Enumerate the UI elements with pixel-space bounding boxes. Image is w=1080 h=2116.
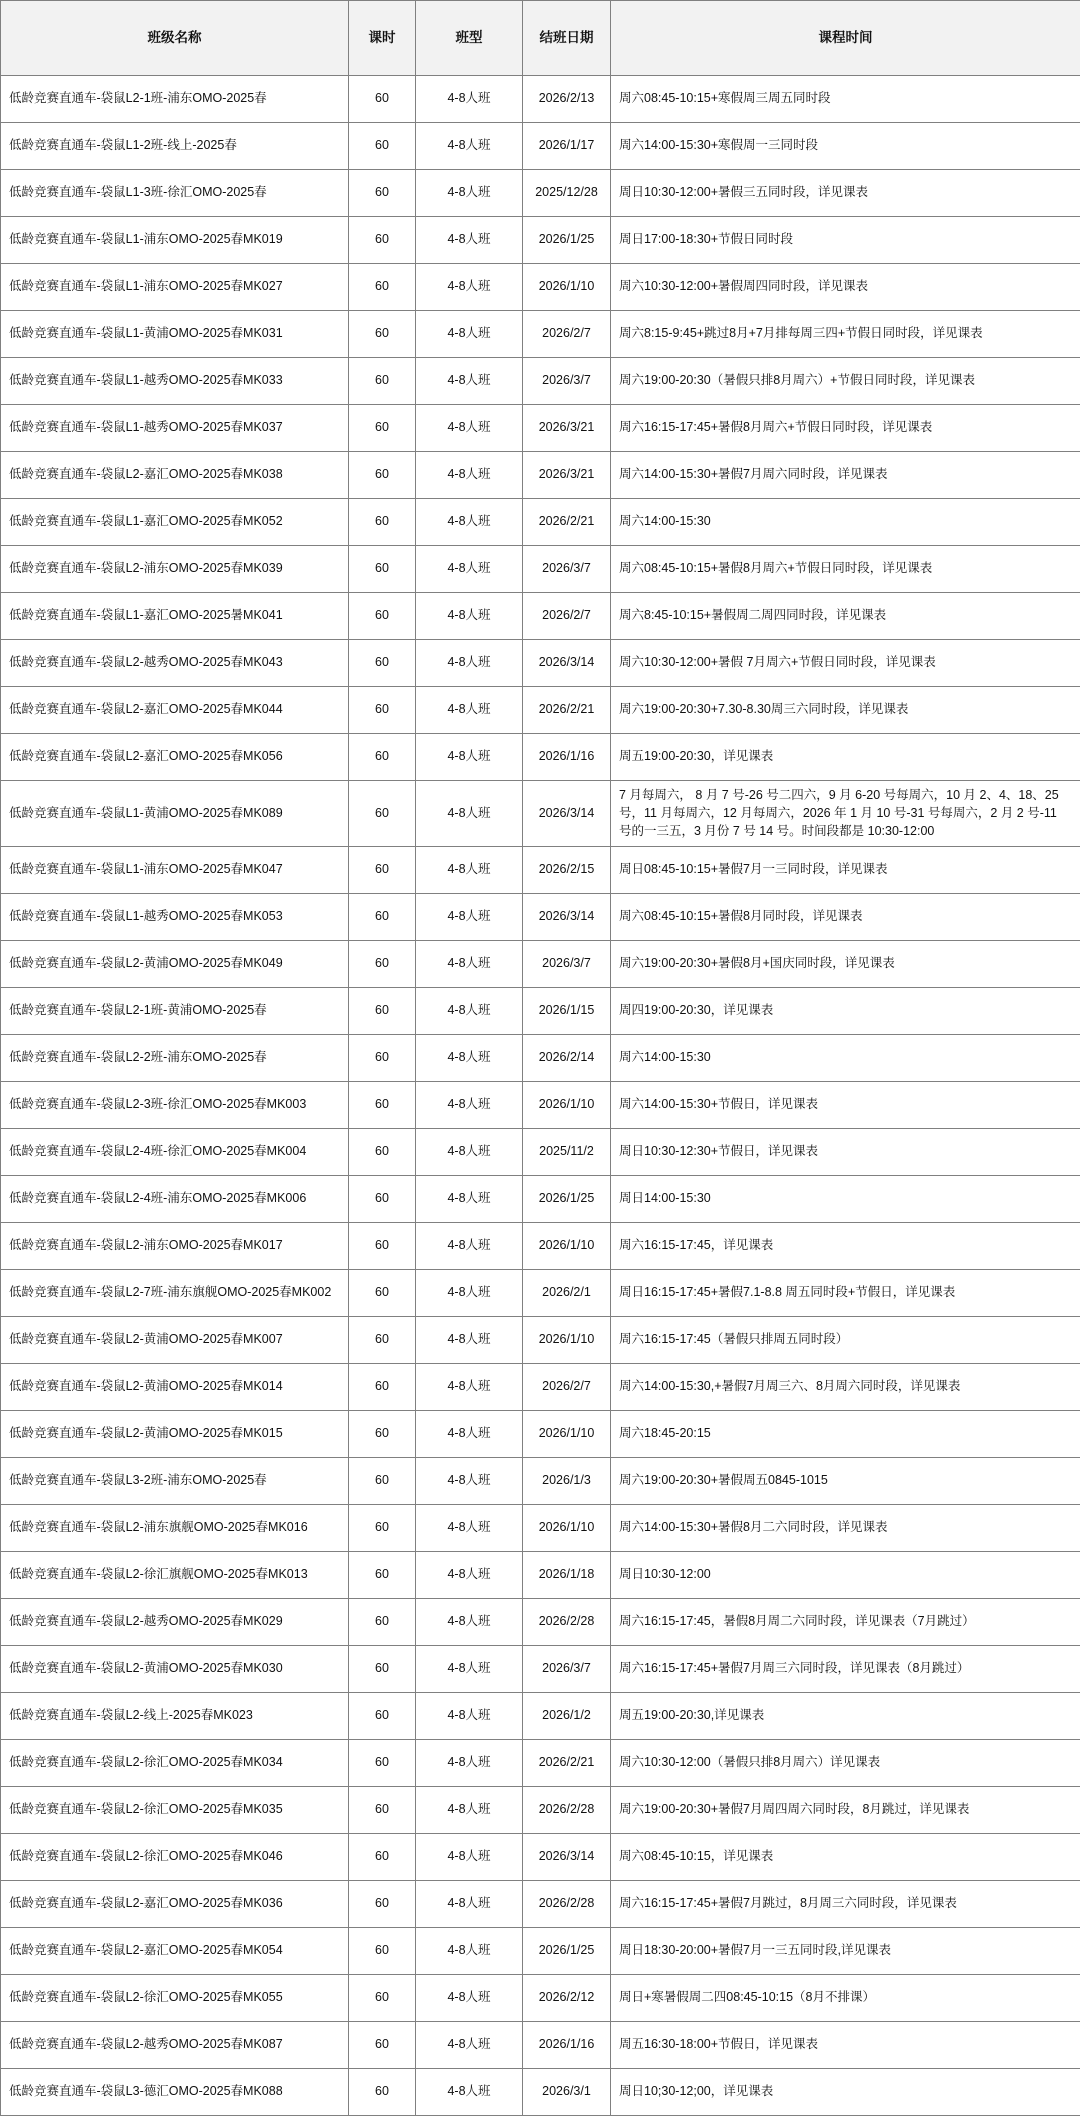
cell-hours: 60	[349, 1975, 416, 2022]
cell-end-date: 2026/1/18	[523, 1552, 611, 1599]
cell-class-name: 低龄竞赛直通车-袋鼠L1-2班-线上-2025春	[1, 123, 349, 170]
cell-end-date: 2026/2/7	[523, 311, 611, 358]
cell-class-type: 4-8人班	[416, 217, 523, 264]
cell-hours: 60	[349, 1646, 416, 1693]
table-row[interactable]	[1, 1176, 1080, 1223]
cell-class-type: 4-8人班	[416, 2069, 523, 2116]
cell-end-date: 2026/1/16	[523, 2022, 611, 2069]
cell-course-time: 周六14:00-15:30+暑假8月二六同时段，详见课表	[611, 1505, 1080, 1552]
cell-class-type: 4-8人班	[416, 358, 523, 405]
table-row[interactable]	[1, 1270, 1080, 1317]
cell-hours: 60	[349, 1787, 416, 1834]
table-row[interactable]	[1, 311, 1080, 358]
cell-end-date: 2026/2/1	[523, 1270, 611, 1317]
cell-course-time: 周日16:15-17:45+暑假7.1-8.8 周五同时段+节假日，详见课表	[611, 1270, 1080, 1317]
cell-class-type: 4-8人班	[416, 76, 523, 123]
cell-end-date: 2026/1/2	[523, 1693, 611, 1740]
cell-class-type: 4-8人班	[416, 1599, 523, 1646]
table-row[interactable]	[1, 546, 1080, 593]
table-row[interactable]	[1, 1458, 1080, 1505]
cell-course-time: 周六18:45-20:15	[611, 1411, 1080, 1458]
cell-class-name: 低龄竞赛直通车-袋鼠L2-黄浦OMO-2025春MK049	[1, 941, 349, 988]
cell-course-time: 周六19:00-20:30+暑假周五0845-1015	[611, 1458, 1080, 1505]
cell-end-date: 2026/3/1	[523, 2069, 611, 2116]
cell-class-name: 低龄竞赛直通车-袋鼠L1-黄浦OMO-2025春MK031	[1, 311, 349, 358]
table-row[interactable]	[1, 1223, 1080, 1270]
cell-hours: 60	[349, 1881, 416, 1928]
cell-class-name: 低龄竞赛直通车-袋鼠L2-徐汇旗舰OMO-2025春MK013	[1, 1552, 349, 1599]
cell-course-time: 周六10:30-12:00（暑假只排8月周六）详见课表	[611, 1740, 1080, 1787]
table-row[interactable]	[1, 781, 1080, 847]
cell-class-type: 4-8人班	[416, 1458, 523, 1505]
cell-end-date: 2026/3/14	[523, 640, 611, 687]
cell-class-type: 4-8人班	[416, 546, 523, 593]
cell-hours: 60	[349, 640, 416, 687]
table-row[interactable]	[1, 1646, 1080, 1693]
cell-course-time: 周六14:00-15:30,+暑假7月周三六、8月周六同时段，详见课表	[611, 1364, 1080, 1411]
cell-end-date: 2026/1/25	[523, 217, 611, 264]
cell-hours: 60	[349, 358, 416, 405]
table-row[interactable]	[1, 1787, 1080, 1834]
cell-class-type: 4-8人班	[416, 1787, 523, 1834]
cell-class-type: 4-8人班	[416, 499, 523, 546]
column-header-course-time[interactable]: 课程时间	[611, 1, 1080, 76]
cell-course-time: 周五16:30-18:00+节假日，详见课表	[611, 2022, 1080, 2069]
table-row[interactable]	[1, 2069, 1080, 2116]
cell-class-name: 低龄竞赛直通车-袋鼠L2-黄浦OMO-2025春MK014	[1, 1364, 349, 1411]
table-row[interactable]	[1, 499, 1080, 546]
table-row[interactable]	[1, 1740, 1080, 1787]
cell-hours: 60	[349, 1740, 416, 1787]
cell-end-date: 2025/12/28	[523, 170, 611, 217]
cell-class-name: 低龄竞赛直通车-袋鼠L2-4班-浦东OMO-2025春MK006	[1, 1176, 349, 1223]
cell-class-type: 4-8人班	[416, 847, 523, 894]
cell-hours: 60	[349, 734, 416, 781]
cell-hours: 60	[349, 1411, 416, 1458]
table-row[interactable]	[1, 1129, 1080, 1176]
cell-class-type: 4-8人班	[416, 1881, 523, 1928]
cell-class-name: 低龄竞赛直通车-袋鼠L1-嘉汇OMO-2025暑MK041	[1, 593, 349, 640]
cell-class-type: 4-8人班	[416, 894, 523, 941]
cell-class-type: 4-8人班	[416, 264, 523, 311]
cell-course-time: 周日14:00-15:30	[611, 1176, 1080, 1223]
cell-hours: 60	[349, 1223, 416, 1270]
cell-hours: 60	[349, 405, 416, 452]
cell-course-time: 周日08:45-10:15+暑假7月一三同时段，详见课表	[611, 847, 1080, 894]
table-row[interactable]	[1, 452, 1080, 499]
cell-end-date: 2026/2/21	[523, 499, 611, 546]
cell-course-time: 周六16:15-17:45+暑假7月周三六同时段，详见课表（8月跳过）	[611, 1646, 1080, 1693]
column-header-hours[interactable]: 课时	[349, 1, 416, 76]
cell-end-date: 2026/1/10	[523, 1317, 611, 1364]
cell-class-type: 4-8人班	[416, 1411, 523, 1458]
cell-end-date: 2026/2/21	[523, 687, 611, 734]
cell-end-date: 2026/1/10	[523, 1505, 611, 1552]
cell-class-type: 4-8人班	[416, 1223, 523, 1270]
cell-hours: 60	[349, 1552, 416, 1599]
cell-class-type: 4-8人班	[416, 1035, 523, 1082]
cell-class-name: 低龄竞赛直通车-袋鼠L1-越秀OMO-2025春MK037	[1, 405, 349, 452]
cell-hours: 60	[349, 1693, 416, 1740]
cell-end-date: 2026/3/7	[523, 1646, 611, 1693]
cell-class-name: 低龄竞赛直通车-袋鼠L2-越秀OMO-2025春MK087	[1, 2022, 349, 2069]
cell-hours: 60	[349, 452, 416, 499]
cell-class-name: 低龄竞赛直通车-袋鼠L2-嘉汇OMO-2025春MK038	[1, 452, 349, 499]
table-row[interactable]	[1, 1693, 1080, 1740]
cell-course-time: 周六14:00-15:30	[611, 499, 1080, 546]
cell-course-time: 周五19:00-20:30，详见课表	[611, 734, 1080, 781]
cell-class-name: 低龄竞赛直通车-袋鼠L2-浦东旗舰OMO-2025春MK016	[1, 1505, 349, 1552]
table-row[interactable]	[1, 1975, 1080, 2022]
cell-class-type: 4-8人班	[416, 1129, 523, 1176]
cell-course-time: 周六14:00-15:30+暑假7月周六同时段，详见课表	[611, 452, 1080, 499]
column-header-class-name[interactable]: 班级名称	[1, 1, 349, 76]
cell-course-time: 周日10:30-12:30+节假日，详见课表	[611, 1129, 1080, 1176]
cell-hours: 60	[349, 847, 416, 894]
cell-class-name: 低龄竞赛直通车-袋鼠L1-浦东OMO-2025春MK019	[1, 217, 349, 264]
cell-hours: 60	[349, 2069, 416, 2116]
cell-class-type: 4-8人班	[416, 1317, 523, 1364]
cell-class-name: 低龄竞赛直通车-袋鼠L2-浦东OMO-2025春MK039	[1, 546, 349, 593]
cell-class-type: 4-8人班	[416, 640, 523, 687]
cell-end-date: 2026/3/7	[523, 546, 611, 593]
cell-hours: 60	[349, 1176, 416, 1223]
cell-end-date: 2026/2/21	[523, 1740, 611, 1787]
cell-class-name: 低龄竞赛直通车-袋鼠L2-嘉汇OMO-2025春MK056	[1, 734, 349, 781]
cell-hours: 60	[349, 1082, 416, 1129]
table-row[interactable]	[1, 941, 1080, 988]
cell-class-type: 4-8人班	[416, 405, 523, 452]
cell-class-name: 低龄竞赛直通车-袋鼠L2-黄浦OMO-2025春MK030	[1, 1646, 349, 1693]
cell-class-type: 4-8人班	[416, 1270, 523, 1317]
cell-course-time: 周六10:30-12:00+暑假周四同时段，详见课表	[611, 264, 1080, 311]
table-row[interactable]	[1, 640, 1080, 687]
table-row[interactable]	[1, 170, 1080, 217]
cell-end-date: 2026/1/25	[523, 1928, 611, 1975]
cell-class-type: 4-8人班	[416, 734, 523, 781]
cell-class-type: 4-8人班	[416, 2022, 523, 2069]
cell-hours: 60	[349, 546, 416, 593]
cell-end-date: 2026/2/28	[523, 1599, 611, 1646]
cell-course-time: 周六16:15-17:45，暑假8月周二六同时段，详见课表（7月跳过）	[611, 1599, 1080, 1646]
table-row[interactable]	[1, 1035, 1080, 1082]
cell-class-type: 4-8人班	[416, 1693, 523, 1740]
cell-class-name: 低龄竞赛直通车-袋鼠L2-7班-浦东旗舰OMO-2025春MK002	[1, 1270, 349, 1317]
cell-class-name: 低龄竞赛直通车-袋鼠L1-浦东OMO-2025春MK027	[1, 264, 349, 311]
cell-hours: 60	[349, 1129, 416, 1176]
cell-course-time: 周六10:30-12:00+暑假 7月周六+节假日同时段，详见课表	[611, 640, 1080, 687]
cell-end-date: 2026/1/10	[523, 264, 611, 311]
cell-hours: 60	[349, 1834, 416, 1881]
cell-class-type: 4-8人班	[416, 1552, 523, 1599]
cell-hours: 60	[349, 499, 416, 546]
cell-class-name: 低龄竞赛直通车-袋鼠L2-嘉汇OMO-2025春MK044	[1, 687, 349, 734]
cell-hours: 60	[349, 1928, 416, 1975]
cell-end-date: 2026/2/28	[523, 1881, 611, 1928]
cell-class-type: 4-8人班	[416, 1176, 523, 1223]
cell-hours: 60	[349, 941, 416, 988]
table-row[interactable]	[1, 687, 1080, 734]
cell-class-name: 低龄竞赛直通车-袋鼠L1-越秀OMO-2025春MK053	[1, 894, 349, 941]
cell-end-date: 2026/2/28	[523, 1787, 611, 1834]
cell-hours: 60	[349, 687, 416, 734]
cell-end-date: 2026/1/10	[523, 1082, 611, 1129]
cell-course-time: 周日10:30-12:00+暑假三五同时段，详见课表	[611, 170, 1080, 217]
cell-class-type: 4-8人班	[416, 781, 523, 847]
cell-hours: 60	[349, 2022, 416, 2069]
cell-class-type: 4-8人班	[416, 1364, 523, 1411]
cell-class-name: 低龄竞赛直通车-袋鼠L3-2班-浦东OMO-2025春	[1, 1458, 349, 1505]
cell-class-name: 低龄竞赛直通车-袋鼠L2-黄浦OMO-2025春MK007	[1, 1317, 349, 1364]
cell-class-type: 4-8人班	[416, 452, 523, 499]
cell-course-time: 周六8:15-9:45+跳过8月+7月排每周三四+节假日同时段，详见课表	[611, 311, 1080, 358]
cell-class-name: 低龄竞赛直通车-袋鼠L1-黄浦OMO-2025春MK089	[1, 781, 349, 847]
cell-hours: 60	[349, 311, 416, 358]
cell-course-time: 周六8:45-10:15+暑假周二周四同时段，详见课表	[611, 593, 1080, 640]
cell-course-time: 周六08:45-10:15，详见课表	[611, 1834, 1080, 1881]
column-header-end-date[interactable]: 结班日期	[523, 1, 611, 76]
table-row[interactable]	[1, 734, 1080, 781]
cell-course-time: 周五19:00-20:30,详见课表	[611, 1693, 1080, 1740]
table-row[interactable]	[1, 2022, 1080, 2069]
cell-class-type: 4-8人班	[416, 1505, 523, 1552]
cell-class-name: 低龄竞赛直通车-袋鼠L2-徐汇OMO-2025春MK035	[1, 1787, 349, 1834]
cell-end-date: 2026/3/14	[523, 1834, 611, 1881]
cell-end-date: 2026/2/7	[523, 1364, 611, 1411]
cell-course-time: 7 月每周六， 8 月 7 号-26 号二四六，9 月 6-20 号每周六，10 月 2、4、18、25号，11 月每周六，12 月每周六，2026 年 1 月 10 号-31 号每周六，2 月 2 号-11 号的一三五，3 月份 7 号 14 号。时间段都是 10:30-12:00	[611, 781, 1080, 847]
cell-class-type: 4-8人班	[416, 311, 523, 358]
cell-hours: 60	[349, 988, 416, 1035]
cell-end-date: 2026/1/16	[523, 734, 611, 781]
table-row[interactable]	[1, 1834, 1080, 1881]
cell-end-date: 2026/1/3	[523, 1458, 611, 1505]
cell-class-type: 4-8人班	[416, 1082, 523, 1129]
cell-hours: 60	[349, 76, 416, 123]
cell-hours: 60	[349, 593, 416, 640]
cell-class-type: 4-8人班	[416, 1740, 523, 1787]
cell-course-time: 周六19:00-20:30+暑假7月周四周六同时段，8月跳过，详见课表	[611, 1787, 1080, 1834]
cell-class-name: 低龄竞赛直通车-袋鼠L2-1班-黄浦OMO-2025春	[1, 988, 349, 1035]
cell-course-time: 周六16:15-17:45（暑假只排周五同时段）	[611, 1317, 1080, 1364]
cell-class-name: 低龄竞赛直通车-袋鼠L3-德汇OMO-2025春MK088	[1, 2069, 349, 2116]
cell-course-time: 周日10;30-12;00，详见课表	[611, 2069, 1080, 2116]
cell-hours: 60	[349, 1317, 416, 1364]
cell-end-date: 2026/2/7	[523, 593, 611, 640]
cell-class-name: 低龄竞赛直通车-袋鼠L2-徐汇OMO-2025春MK055	[1, 1975, 349, 2022]
cell-course-time: 周四19:00-20:30，详见课表	[611, 988, 1080, 1035]
cell-hours: 60	[349, 264, 416, 311]
cell-end-date: 2026/2/13	[523, 76, 611, 123]
cell-class-type: 4-8人班	[416, 593, 523, 640]
cell-end-date: 2026/3/7	[523, 941, 611, 988]
cell-course-time: 周六14:00-15:30+寒假周一三同时段	[611, 123, 1080, 170]
cell-class-type: 4-8人班	[416, 1834, 523, 1881]
cell-course-time: 周六14:00-15:30+节假日，详见课表	[611, 1082, 1080, 1129]
cell-class-name: 低龄竞赛直通车-袋鼠L2-4班-徐汇OMO-2025春MK004	[1, 1129, 349, 1176]
cell-end-date: 2026/2/14	[523, 1035, 611, 1082]
table-row[interactable]	[1, 1364, 1080, 1411]
table-row[interactable]	[1, 593, 1080, 640]
cell-end-date: 2025/11/2	[523, 1129, 611, 1176]
cell-hours: 60	[349, 1035, 416, 1082]
cell-course-time: 周六08:45-10:15+暑假8月同时段，详见课表	[611, 894, 1080, 941]
cell-end-date: 2026/1/17	[523, 123, 611, 170]
cell-class-name: 低龄竞赛直通车-袋鼠L1-越秀OMO-2025春MK033	[1, 358, 349, 405]
cell-hours: 60	[349, 123, 416, 170]
cell-course-time: 周六19:00-20:30+暑假8月+国庆同时段，详见课表	[611, 941, 1080, 988]
cell-hours: 60	[349, 1505, 416, 1552]
cell-class-name: 低龄竞赛直通车-袋鼠L2-徐汇OMO-2025春MK046	[1, 1834, 349, 1881]
cell-class-type: 4-8人班	[416, 988, 523, 1035]
cell-hours: 60	[349, 894, 416, 941]
cell-course-time: 周六16:15-17:45+暑假8月周六+节假日同时段，详见课表	[611, 405, 1080, 452]
cell-course-time: 周六19:00-20:30（暑假只排8月周六）+节假日同时段，详见课表	[611, 358, 1080, 405]
table-row[interactable]	[1, 847, 1080, 894]
cell-class-type: 4-8人班	[416, 1928, 523, 1975]
cell-course-time: 周六16:15-17:45+暑假7月跳过，8月周三六同时段，详见课表	[611, 1881, 1080, 1928]
cell-end-date: 2026/1/10	[523, 1223, 611, 1270]
cell-class-name: 低龄竞赛直通车-袋鼠L1-3班-徐汇OMO-2025春	[1, 170, 349, 217]
table-row[interactable]	[1, 894, 1080, 941]
table-header	[1, 1, 1080, 76]
cell-class-type: 4-8人班	[416, 1646, 523, 1693]
table-row[interactable]	[1, 988, 1080, 1035]
cell-course-time: 周日10:30-12:00	[611, 1552, 1080, 1599]
cell-end-date: 2026/3/7	[523, 358, 611, 405]
cell-end-date: 2026/3/21	[523, 452, 611, 499]
cell-class-name: 低龄竞赛直通车-袋鼠L2-浦东OMO-2025春MK017	[1, 1223, 349, 1270]
table-row[interactable]	[1, 123, 1080, 170]
cell-end-date: 2026/3/14	[523, 781, 611, 847]
table-row[interactable]	[1, 405, 1080, 452]
table-body	[1, 76, 1080, 2116]
table-row[interactable]	[1, 1082, 1080, 1129]
cell-course-time: 周六14:00-15:30	[611, 1035, 1080, 1082]
cell-course-time: 周六16:15-17:45，详见课表	[611, 1223, 1080, 1270]
cell-end-date: 2026/3/21	[523, 405, 611, 452]
cell-class-name: 低龄竞赛直通车-袋鼠L2-嘉汇OMO-2025春MK054	[1, 1928, 349, 1975]
table-row[interactable]	[1, 1552, 1080, 1599]
cell-class-name: 低龄竞赛直通车-袋鼠L2-线上-2025春MK023	[1, 1693, 349, 1740]
cell-course-time: 周六19:00-20:30+7.30-8.30周三六同时段，详见课表	[611, 687, 1080, 734]
cell-class-name: 低龄竞赛直通车-袋鼠L2-徐汇OMO-2025春MK034	[1, 1740, 349, 1787]
table-row[interactable]	[1, 1599, 1080, 1646]
cell-class-name: 低龄竞赛直通车-袋鼠L2-2班-浦东OMO-2025春	[1, 1035, 349, 1082]
cell-class-name: 低龄竞赛直通车-袋鼠L2-越秀OMO-2025春MK043	[1, 640, 349, 687]
cell-course-time: 周六08:45-10:15+寒假周三周五同时段	[611, 76, 1080, 123]
cell-class-name: 低龄竞赛直通车-袋鼠L1-浦东OMO-2025春MK047	[1, 847, 349, 894]
cell-class-name: 低龄竞赛直通车-袋鼠L2-3班-徐汇OMO-2025春MK003	[1, 1082, 349, 1129]
cell-end-date: 2026/1/15	[523, 988, 611, 1035]
cell-hours: 60	[349, 170, 416, 217]
cell-course-time: 周日+寒暑假周二四08:45-10:15（8月不排课）	[611, 1975, 1080, 2022]
cell-hours: 60	[349, 1270, 416, 1317]
cell-class-type: 4-8人班	[416, 687, 523, 734]
table-row[interactable]	[1, 1881, 1080, 1928]
cell-course-time: 周日18:30-20:00+暑假7月一三五同时段,详见课表	[611, 1928, 1080, 1975]
cell-course-time: 周六08:45-10:15+暑假8月周六+节假日同时段，详见课表	[611, 546, 1080, 593]
cell-class-type: 4-8人班	[416, 123, 523, 170]
cell-class-type: 4-8人班	[416, 170, 523, 217]
table-row[interactable]	[1, 1317, 1080, 1364]
table-row[interactable]	[1, 358, 1080, 405]
cell-hours: 60	[349, 217, 416, 264]
cell-end-date: 2026/3/14	[523, 894, 611, 941]
table-row[interactable]	[1, 76, 1080, 123]
cell-end-date: 2026/1/25	[523, 1176, 611, 1223]
cell-course-time: 周日17:00-18:30+节假日同时段	[611, 217, 1080, 264]
cell-end-date: 2026/2/12	[523, 1975, 611, 2022]
cell-class-name: 低龄竞赛直通车-袋鼠L2-越秀OMO-2025春MK029	[1, 1599, 349, 1646]
table-row[interactable]	[1, 1505, 1080, 1552]
cell-hours: 60	[349, 1458, 416, 1505]
table-row[interactable]	[1, 1411, 1080, 1458]
cell-hours: 60	[349, 1599, 416, 1646]
table-row[interactable]	[1, 1928, 1080, 1975]
table-row[interactable]	[1, 264, 1080, 311]
cell-class-type: 4-8人班	[416, 1975, 523, 2022]
cell-class-name: 低龄竞赛直通车-袋鼠L2-黄浦OMO-2025春MK015	[1, 1411, 349, 1458]
cell-end-date: 2026/2/15	[523, 847, 611, 894]
table-header-row	[1, 1, 1080, 76]
table-row[interactable]	[1, 217, 1080, 264]
column-header-class-type[interactable]: 班型	[416, 1, 523, 76]
cell-class-name: 低龄竞赛直通车-袋鼠L1-嘉汇OMO-2025春MK052	[1, 499, 349, 546]
cell-end-date: 2026/1/10	[523, 1411, 611, 1458]
cell-hours: 60	[349, 1364, 416, 1411]
cell-class-type: 4-8人班	[416, 941, 523, 988]
cell-class-name: 低龄竞赛直通车-袋鼠L2-嘉汇OMO-2025春MK036	[1, 1881, 349, 1928]
cell-hours: 60	[349, 781, 416, 847]
cell-class-name: 低龄竞赛直通车-袋鼠L2-1班-浦东OMO-2025春	[1, 76, 349, 123]
